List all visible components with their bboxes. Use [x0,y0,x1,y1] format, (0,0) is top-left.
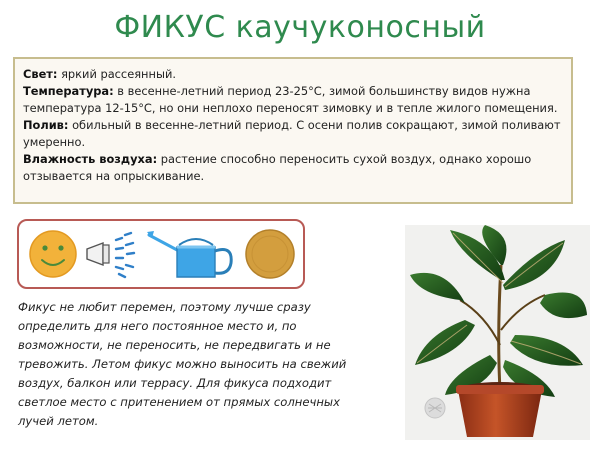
care-icons-svg [19,221,303,287]
watering-text: обильный в весенне-летний период. С осени полив сокращают, зимой поливают умеренно. [23,118,561,149]
watering-row [23,117,563,151]
spray-icon [87,233,134,277]
humidity-row [23,151,563,185]
humidity-text: растение способно переносить сухой воздух, однако хорошо отзывается на опрыскивание. [23,152,532,183]
ficus-illustration [405,225,590,440]
light-text: яркий рассеянный. [57,67,176,81]
humidity-label: Влажность воздуха: [23,152,158,166]
page-title: ФИКУС каучуконосный [114,10,486,45]
light-row [23,66,563,83]
care-note: Фикус не любит перемен, поэтому лучше сразу определить для него постоянное место и, по возможности, не переносить, не передвигать и не тревожить. Летом фикус можно выносить на свежий воздух, балкон или террасу. Для фикуса подходит светлое место с притенением от прямых солнечных лучей летом. [18,300,347,428]
temperature-text: в весенне-летний период 23-25°С, зимой большинству видов нужна температура 12-15°С, но они неплохо переносят зимовку и в тепле жилого помещения. [23,84,558,115]
care-icons-panel [17,219,305,289]
care-info-box [13,57,573,204]
temperature-row [23,83,563,117]
sun-icon [30,231,76,277]
light-label: Свет: [23,67,58,81]
soil-disc-icon [246,230,294,278]
watering-can-icon [147,231,231,277]
watering-label: Полив: [23,118,69,132]
temperature-label: Температура: [23,84,114,98]
ficus-photo [405,225,590,440]
